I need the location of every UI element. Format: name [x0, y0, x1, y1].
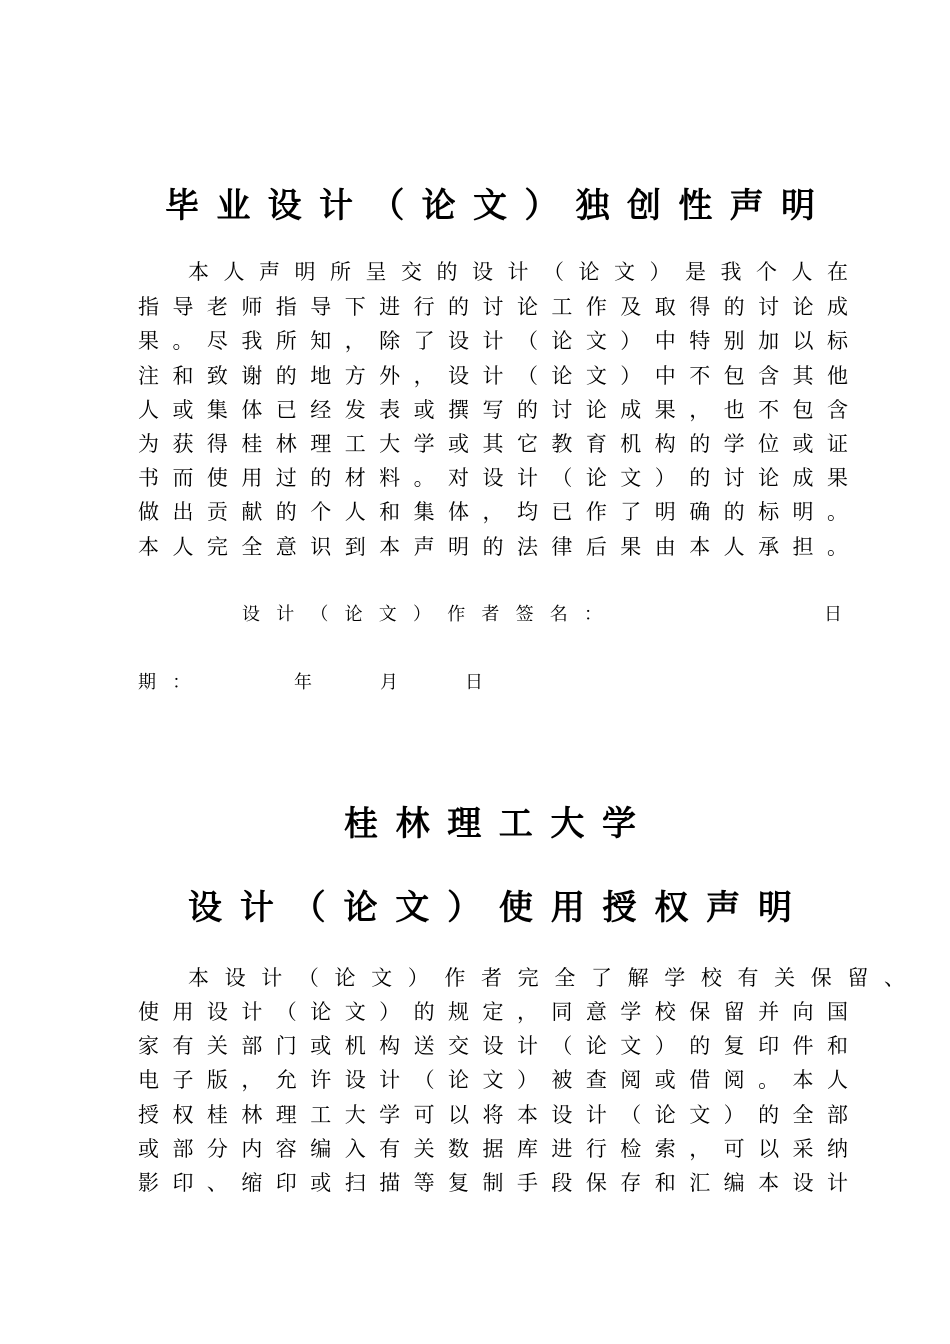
date-year-label: 年 — [294, 672, 329, 693]
date-month-label: 月 — [380, 672, 415, 693]
authorization-line: 家有关部门或机构送交设计（论文）的复印件和 — [138, 1034, 862, 1058]
originality-declaration-title: 毕业设计（论文）独创性声明 — [165, 186, 833, 226]
date-label-part-1: 日 — [824, 604, 859, 625]
university-title: 桂林理工大学 — [344, 804, 654, 844]
declaration-line: 人或集体已经发表或撰写的讨论成果，也不包含 — [138, 398, 862, 422]
declaration-line: 指导老师指导下进行的讨论工作及取得的讨论成 — [138, 295, 862, 319]
authorization-line: 使用设计（论文）的规定，同意学校保留并向国 — [138, 1000, 862, 1024]
authorization-line: 授权桂林理工大学可以将本设计（论文）的全部 — [138, 1103, 862, 1127]
authorization-declaration-title: 设计（论文）使用授权声明 — [188, 888, 810, 928]
declaration-line: 书而使用过的材料。对设计（论文）的讨论成果 — [138, 466, 862, 490]
date-day-label: 日 — [465, 672, 500, 693]
declaration-line: 果。尽我所知，除了设计（论文）中特别加以标 — [138, 329, 862, 353]
date-label-part-2: 期： — [138, 672, 207, 693]
authorization-line: 影印、缩印或扫描等复制手段保存和汇编本设计 — [138, 1171, 862, 1195]
declaration-line: 做出贡献的个人和集体，均已作了明确的标明。 — [138, 500, 862, 524]
authorization-line: 本设计（论文）作者完全了解学校有关保留、 — [188, 966, 921, 990]
authorization-line: 或部分内容编入有关数据库进行检索，可以采纳 — [138, 1137, 862, 1161]
declaration-line: 本人完全意识到本声明的法律后果由本人承担。 — [138, 535, 862, 559]
author-signature-label: 设计（论文）作者签名： — [242, 604, 619, 625]
declaration-line: 为获得桂林理工大学或其它教育机构的学位或证 — [138, 432, 862, 456]
authorization-line: 电子版，允许设计（论文）被查阅或借阅。本人 — [138, 1068, 862, 1092]
declaration-line: 本人声明所呈交的设计（论文）是我个人在 — [188, 260, 863, 284]
declaration-line: 注和致谢的地方外，设计（论文）中不包含其他 — [138, 364, 862, 388]
